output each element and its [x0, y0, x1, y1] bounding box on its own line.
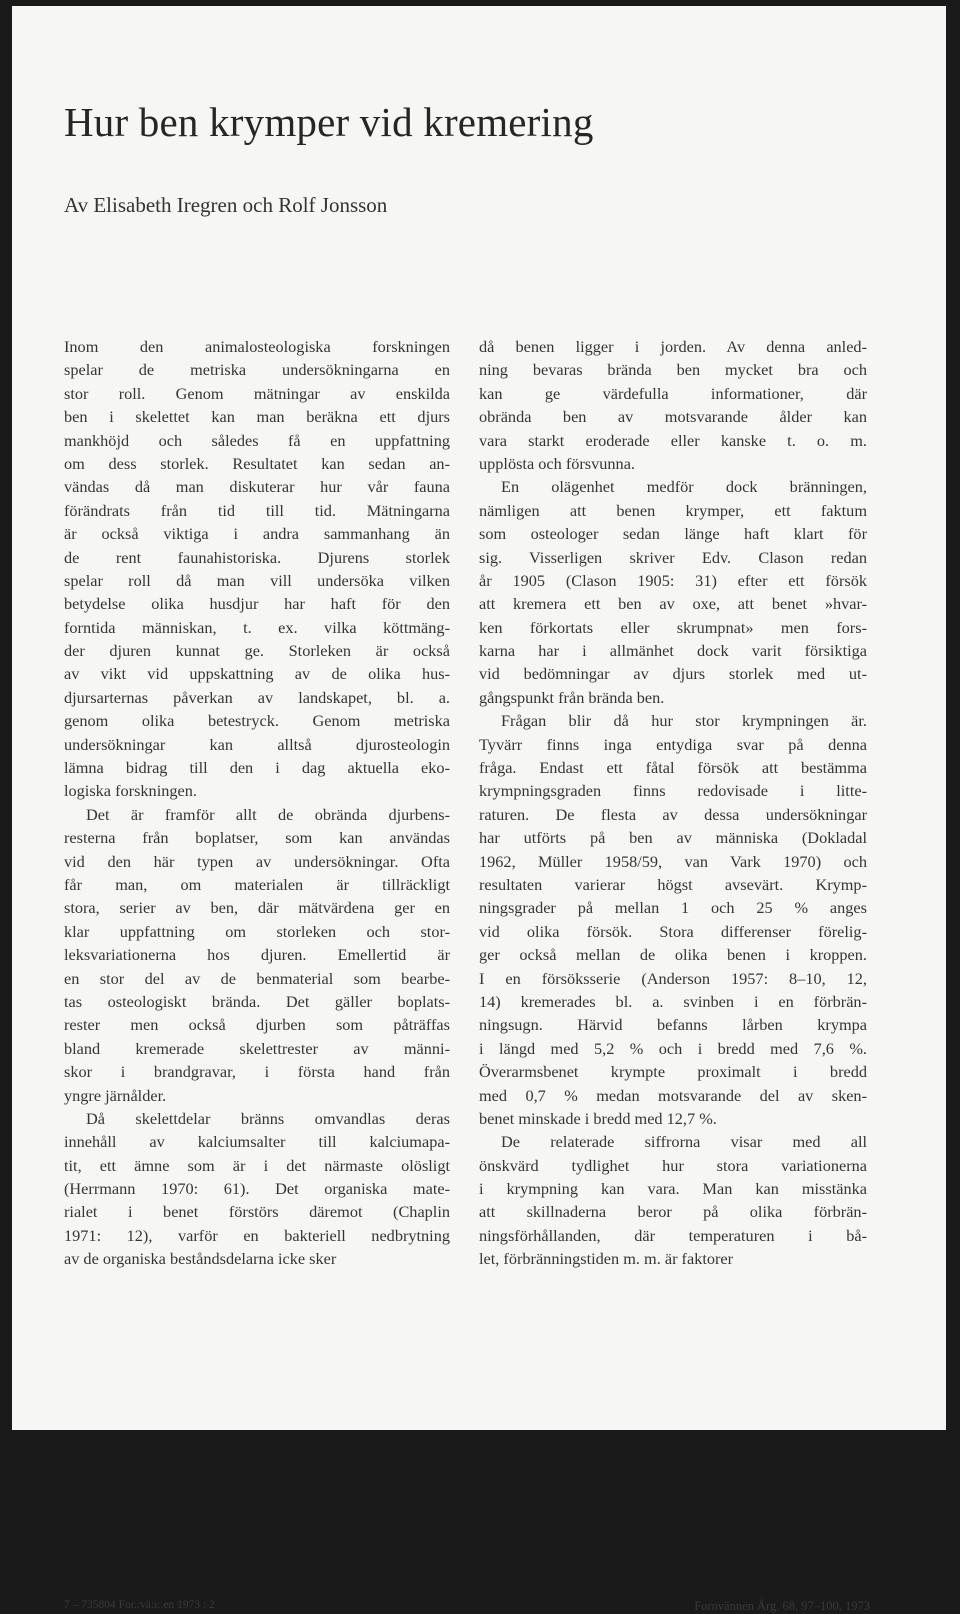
text-line: får man, om materialen är tillräckligt	[64, 874, 450, 894]
text-line: som osteologer sedan länge haft klart för	[479, 524, 867, 544]
text-line: resultaten varierar högst avsevärt. Krymp-	[479, 874, 867, 894]
text-line: en stor del av de benmaterial som bearbe-	[64, 968, 450, 988]
text-line: upplösta och försvunna.	[479, 453, 635, 473]
text-line: logiska forskningen.	[64, 781, 197, 801]
text-line: om dess storlek. Resultatet kan sedan an-	[64, 453, 450, 473]
text-line: der djuren kunnat ge. Storleken är också	[64, 641, 450, 661]
text-line: förändrats från tid till tid. Mätningarna	[64, 500, 450, 520]
text-line: ningsförhållanden, där temperaturen i bå-	[479, 1225, 867, 1245]
text-line: klar uppfattning om storleken och stor-	[64, 921, 450, 941]
text-line: vid bedömningar av djurs storlek med ut-	[479, 664, 867, 684]
text-line: 1971: 12), varför en bakteriell nedbrytning	[64, 1225, 450, 1245]
text-line: år 1905 (Clason 1905: 31) efter ett försök	[479, 570, 867, 590]
article-title: Hur ben krymper vid kremering	[64, 99, 594, 145]
text-line: De relaterade siffrorna visar med all	[501, 1132, 867, 1152]
text-line: att kremera ett ben av oxe, att benet »hvar-	[479, 594, 867, 614]
text-line: mankhöjd och således få en uppfattning	[64, 430, 450, 450]
text-line: ningsgrader på mellan 1 och 25 % anges	[479, 898, 867, 918]
text-line: yngre järnålder.	[64, 1085, 167, 1105]
text-line: kan ge värdefulla informationer, där	[479, 383, 867, 403]
text-line: leksvariationerna hos djuren. Emellertid är	[64, 945, 450, 965]
text-line: tas osteologiskt brända. Det gäller boplats-	[64, 991, 450, 1011]
text-line: de rent faunahistoriska. Djurens storlek	[64, 547, 450, 567]
text-line: (Herrmann 1970: 61). Det organiska mate-	[64, 1179, 450, 1199]
text-line: resterna från boplatser, som kan användas	[64, 828, 450, 848]
text-line: rester men också djurben som påträffas	[64, 1015, 450, 1035]
text-line: vara starkt eroderade eller kanske t. o. m.	[479, 430, 867, 450]
text-line: stora, serier av ben, där mätvärdena ger en	[64, 898, 450, 918]
text-line: har utförts på ben av människa (Dokladal	[479, 828, 867, 848]
text-line: med 0,7 % medan motsvarande del av sken-	[479, 1085, 867, 1105]
text-line: ger också mellan de olika benen i kroppen.	[479, 945, 867, 965]
text-line: Tyvärr finns inga entydiga svar på denna	[479, 734, 867, 754]
text-line: genom olika betestryck. Genom metriska	[64, 711, 450, 731]
text-line: tit, ett ämne som är i det närmaste olösligt	[64, 1155, 450, 1175]
text-line: betydelse olika husdjur har haft för den	[64, 594, 450, 614]
text-line: ken förkortats eller skrumpnat» men fors-	[479, 617, 867, 637]
text-line: En olägenhet medför dock bränningen,	[501, 477, 867, 497]
text-line: gångspunkt från brända ben.	[479, 687, 665, 707]
text-line: spelar roll då man vill undersöka vilken	[64, 570, 450, 590]
text-line: vändas då man diskuterar hur vår fauna	[64, 477, 450, 497]
text-line: let, förbränningstiden m. m. är faktorer	[479, 1249, 734, 1269]
text-line: innehåll av kalciumsalter till kalciumapa-	[64, 1132, 450, 1152]
text-line: lämna bidrag till den i dag aktuella eko-	[64, 758, 450, 778]
text-line: undersökningar kan alltså djurosteologin	[64, 734, 450, 754]
article-authors: Av Elisabeth Iregren och Rolf Jonsson	[64, 193, 388, 217]
text-line: spelar de metriska undersökningarna en	[64, 360, 450, 380]
text-line: Inom den animalosteologiska forskningen	[64, 337, 450, 356]
text-line: av vikt vid uppskattning av de olika hus-	[64, 664, 450, 684]
text-line: att skillnaderna beror på olika förbrän-	[479, 1202, 867, 1222]
text-line: av de organiska beståndsdelarna icke sker	[64, 1249, 337, 1269]
journal-page	[12, 6, 946, 1613]
text-line: forntida människan, t. ex. vilka köttmäng-	[64, 617, 450, 637]
text-line: bland kremerade skelettrester av männi-	[64, 1038, 450, 1058]
text-line: i krympning kan vara. Man kan misstänka	[479, 1179, 867, 1199]
text-line: benet minskade i bredd med 12,7 %.	[479, 1108, 717, 1128]
text-line: djursarternas påverkan av landskapet, bl. a.	[64, 687, 450, 707]
text-line: önskvärd tydlighet hur stora variationerna	[479, 1155, 867, 1175]
text-line: är också viktiga i andra sammanhang än	[64, 524, 450, 544]
text-line: Då skelettdelar bränns omvandlas deras	[86, 1108, 450, 1128]
text-line: vid den här typen av undersökningar. Ofta	[64, 851, 450, 871]
right-text-column	[479, 335, 867, 1271]
text-line: rialet i benet förstörs däremot (Chaplin	[64, 1202, 450, 1222]
text-line: stor roll. Genom mätningar av enskilda	[64, 383, 450, 403]
text-line: Det är framför allt de obrända djurbens-	[86, 804, 450, 824]
left-text-column	[64, 335, 450, 1271]
text-line: obrända ben av motsvarande ålder kan	[479, 407, 867, 427]
text-line: då benen ligger i jorden. Av denna anled-	[479, 337, 867, 356]
text-line: skor i brandgravar, i första hand från	[64, 1062, 450, 1082]
text-line: nämligen att benen krymper, ett faktum	[479, 500, 867, 520]
text-line: vid olika försök. Stora differenser förelig-	[479, 921, 867, 941]
text-line: Frågan blir då hur stor krympningen är.	[501, 711, 867, 731]
text-line: ning bevaras brända ben mycket bra och	[479, 360, 867, 380]
footer-left: 7 – 735804 For.:vä:ı:.en 1973 : 2	[64, 1599, 215, 1611]
text-line: ben i skelettet kan man beräkna ett djurs	[64, 407, 450, 427]
text-line: ningsugn. Härvid befanns lårben krympa	[479, 1015, 867, 1035]
text-line: 14) kremerades bl. a. svinben i en förbrän-	[479, 991, 867, 1011]
text-line: Överarmsbenet krympte proximalt i bredd	[479, 1062, 867, 1082]
footer-right: Fornvännen Årg. 68, 97–100, 1973	[694, 1599, 870, 1613]
text-line: krympningsgraden finns redovisade i litte-	[479, 781, 867, 801]
text-line: I en försöksserie (Anderson 1957: 8–10, 12,	[479, 968, 867, 988]
text-line: 1962, Müller 1958/59, van Vark 1970) och	[479, 851, 867, 871]
text-line: karna har i allmänhet dock varit försiktiga	[479, 641, 867, 661]
text-line: sig. Visserligen skriver Edv. Clason redan	[479, 547, 867, 567]
text-line: raturen. De flesta av dessa undersökningar	[479, 804, 867, 824]
text-line: i längd med 5,2 % och i bredd med 7,6 %.	[479, 1038, 867, 1058]
text-line: fråga. Endast ett fåtal försök att bestämma	[479, 758, 867, 778]
